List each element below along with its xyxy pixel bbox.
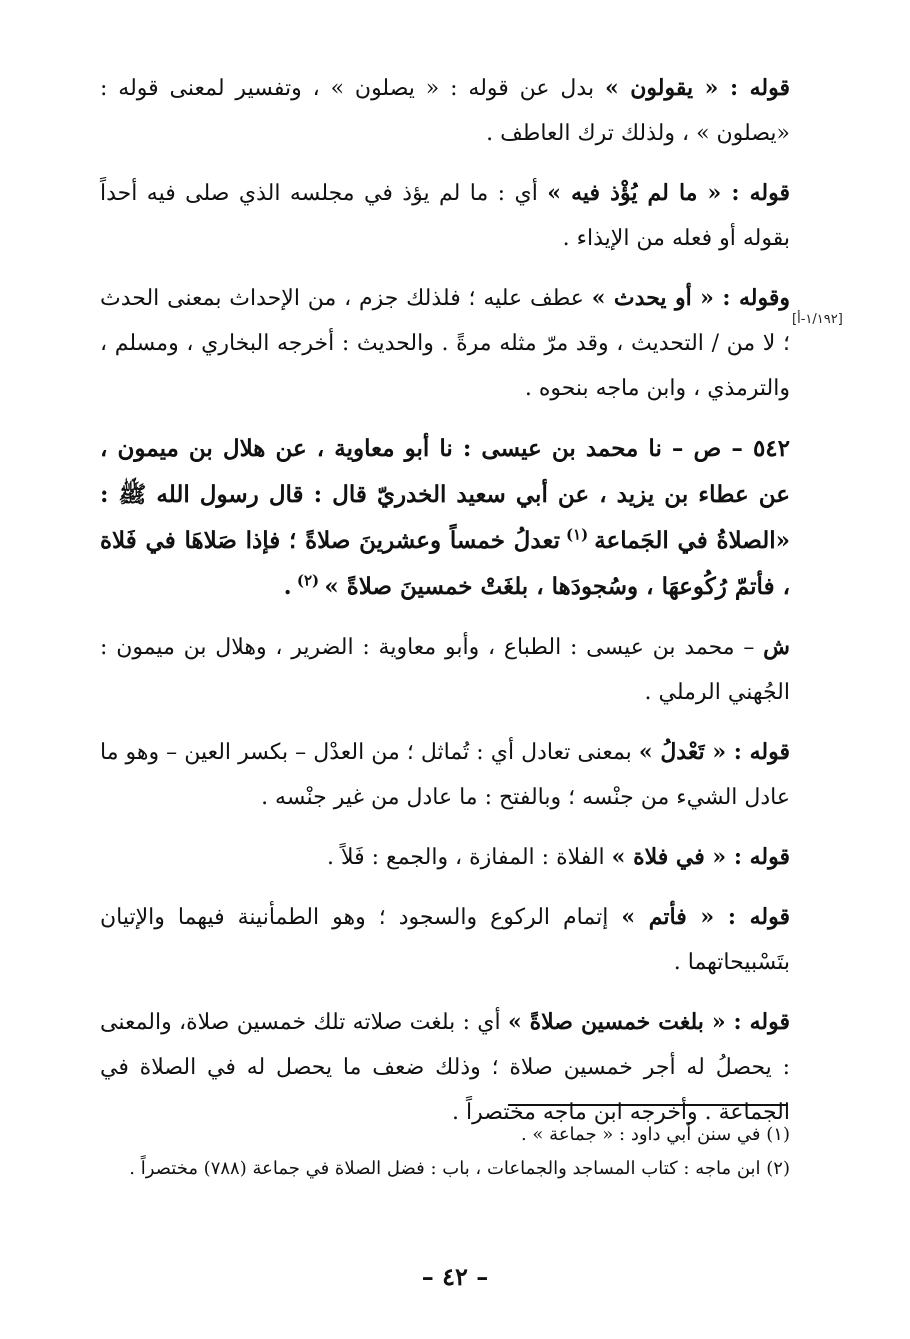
paragraph-text: عطف عليه ؛ فلذلك جزم ، من الإحداث بمعنى الحدث ؛ لا من / التحديث ، وقد مرّ مثله مرةً . والحديث : أخرجه البخاري ، ومسلم ، والترمذي ، وابن ماجه بنحوه . xyxy=(100,286,790,401)
paragraph-yaqulun xyxy=(100,66,790,156)
paragraph-lead: قوله : « في فلاة » xyxy=(611,844,790,870)
manuscript-folio-reference: [١/١٩٢-أ] xyxy=(792,312,843,327)
paragraph-lead: قوله : « تَعْدلُ » xyxy=(638,739,790,765)
paragraph-lead: قوله : « ما لم يُؤْذ فيه » xyxy=(547,180,790,206)
hadith-542 xyxy=(100,426,790,610)
paragraph-ma-lam-yudh xyxy=(100,171,790,261)
paragraph-lead: قوله : « يقولون » xyxy=(604,75,790,101)
paragraph-lead: قوله : « فأتم » xyxy=(621,904,791,930)
paragraph-fi-falat xyxy=(100,835,790,880)
paragraph-sharh-narrators xyxy=(100,625,790,715)
paragraph-text: – محمد بن عيسى : الطباع ، وأبو معاوية : الضرير ، وهلال بن ميمون : الجُهني الرملي . xyxy=(100,635,790,705)
footnote-marker-2: (٢) xyxy=(291,571,325,590)
paragraph-lead: وقوله : « أو يحدث » xyxy=(591,285,790,311)
main-text xyxy=(100,66,790,1150)
paragraph-faatamma xyxy=(100,895,790,985)
paragraph-balaghat xyxy=(100,1000,790,1135)
footnotes xyxy=(100,1118,790,1186)
footnote-2: (٢) ابن ماجه : كتاب المساجد والجماعات ، باب : فضل الصلاة في جماعة (٧٨٨) مختصراً . xyxy=(129,1158,790,1179)
paragraph-text: بدل عن قوله : « يصلون » ، وتفسير لمعنى قوله : «يصلون » ، ولذلك ترك العاطف . xyxy=(100,76,790,146)
paragraph-text: أي : بلغت صلاته تلك خمسين صلاة، والمعنى : يحصلُ له أجر خمسين صلاة ؛ وذلك ضعف ما يحصل له في الصلاة في الجماعة . وأخرجه ابن ماجه مختصراً . xyxy=(100,1010,790,1125)
hadith-text-continued: تعدلُ خمساً وعشرينَ صلاةً ؛ فإذا صَلاهَا في فَلاة ، فأتمّ رُكُوعهَا ، وسُجودَها ، بلغَتْ خمسينَ صلاةً » xyxy=(100,527,790,600)
paragraph-lead: ش xyxy=(763,634,790,660)
hadith-end: . xyxy=(283,573,292,600)
footnote-marker-1: (١) xyxy=(559,525,595,544)
footnote-divider xyxy=(508,1104,788,1106)
paragraph-tadilu xyxy=(100,730,790,820)
paragraph-text: بمعنى تعادل أي : تُماثل ؛ من العدْل – بكسر العين – وهو ما عادل الشيء من جنْسه ؛ وبالفتح : ما عادل من غير جنْسه . xyxy=(100,740,790,810)
paragraph-lead: قوله : « بلغت خمسين صلاةً » xyxy=(507,1009,791,1035)
paragraph-text: إتمام الركوع والسجود ؛ وهو الطمأنينة فيهما والإتيان بتَسْبيحاتهما . xyxy=(100,905,790,975)
paragraph-text: الفلاة : المفازة ، والجمع : فَلاً . xyxy=(326,845,612,870)
hadith-text: ٥٤٢ – ص – نا محمد بن عيسى : نا أبو معاوية ، عن هلال بن ميمون ، عن عطاء بن يزيد ، عن أبي سعيد الخدريّ قال : قال رسول الله ﷺ : «الصلاةُ في الجَماعة xyxy=(100,435,790,554)
paragraph-text: أي : ما لم يؤذ في مجلسه الذي صلى فيه أحداً بقوله أو فعله من الإيذاء . xyxy=(100,181,790,251)
footnote-1: (١) في سنن أبي داود : « جماعة » . xyxy=(520,1124,790,1145)
paragraph-aw-yuhdith xyxy=(100,276,790,411)
page-number: – ٤٢ – xyxy=(421,1262,489,1291)
